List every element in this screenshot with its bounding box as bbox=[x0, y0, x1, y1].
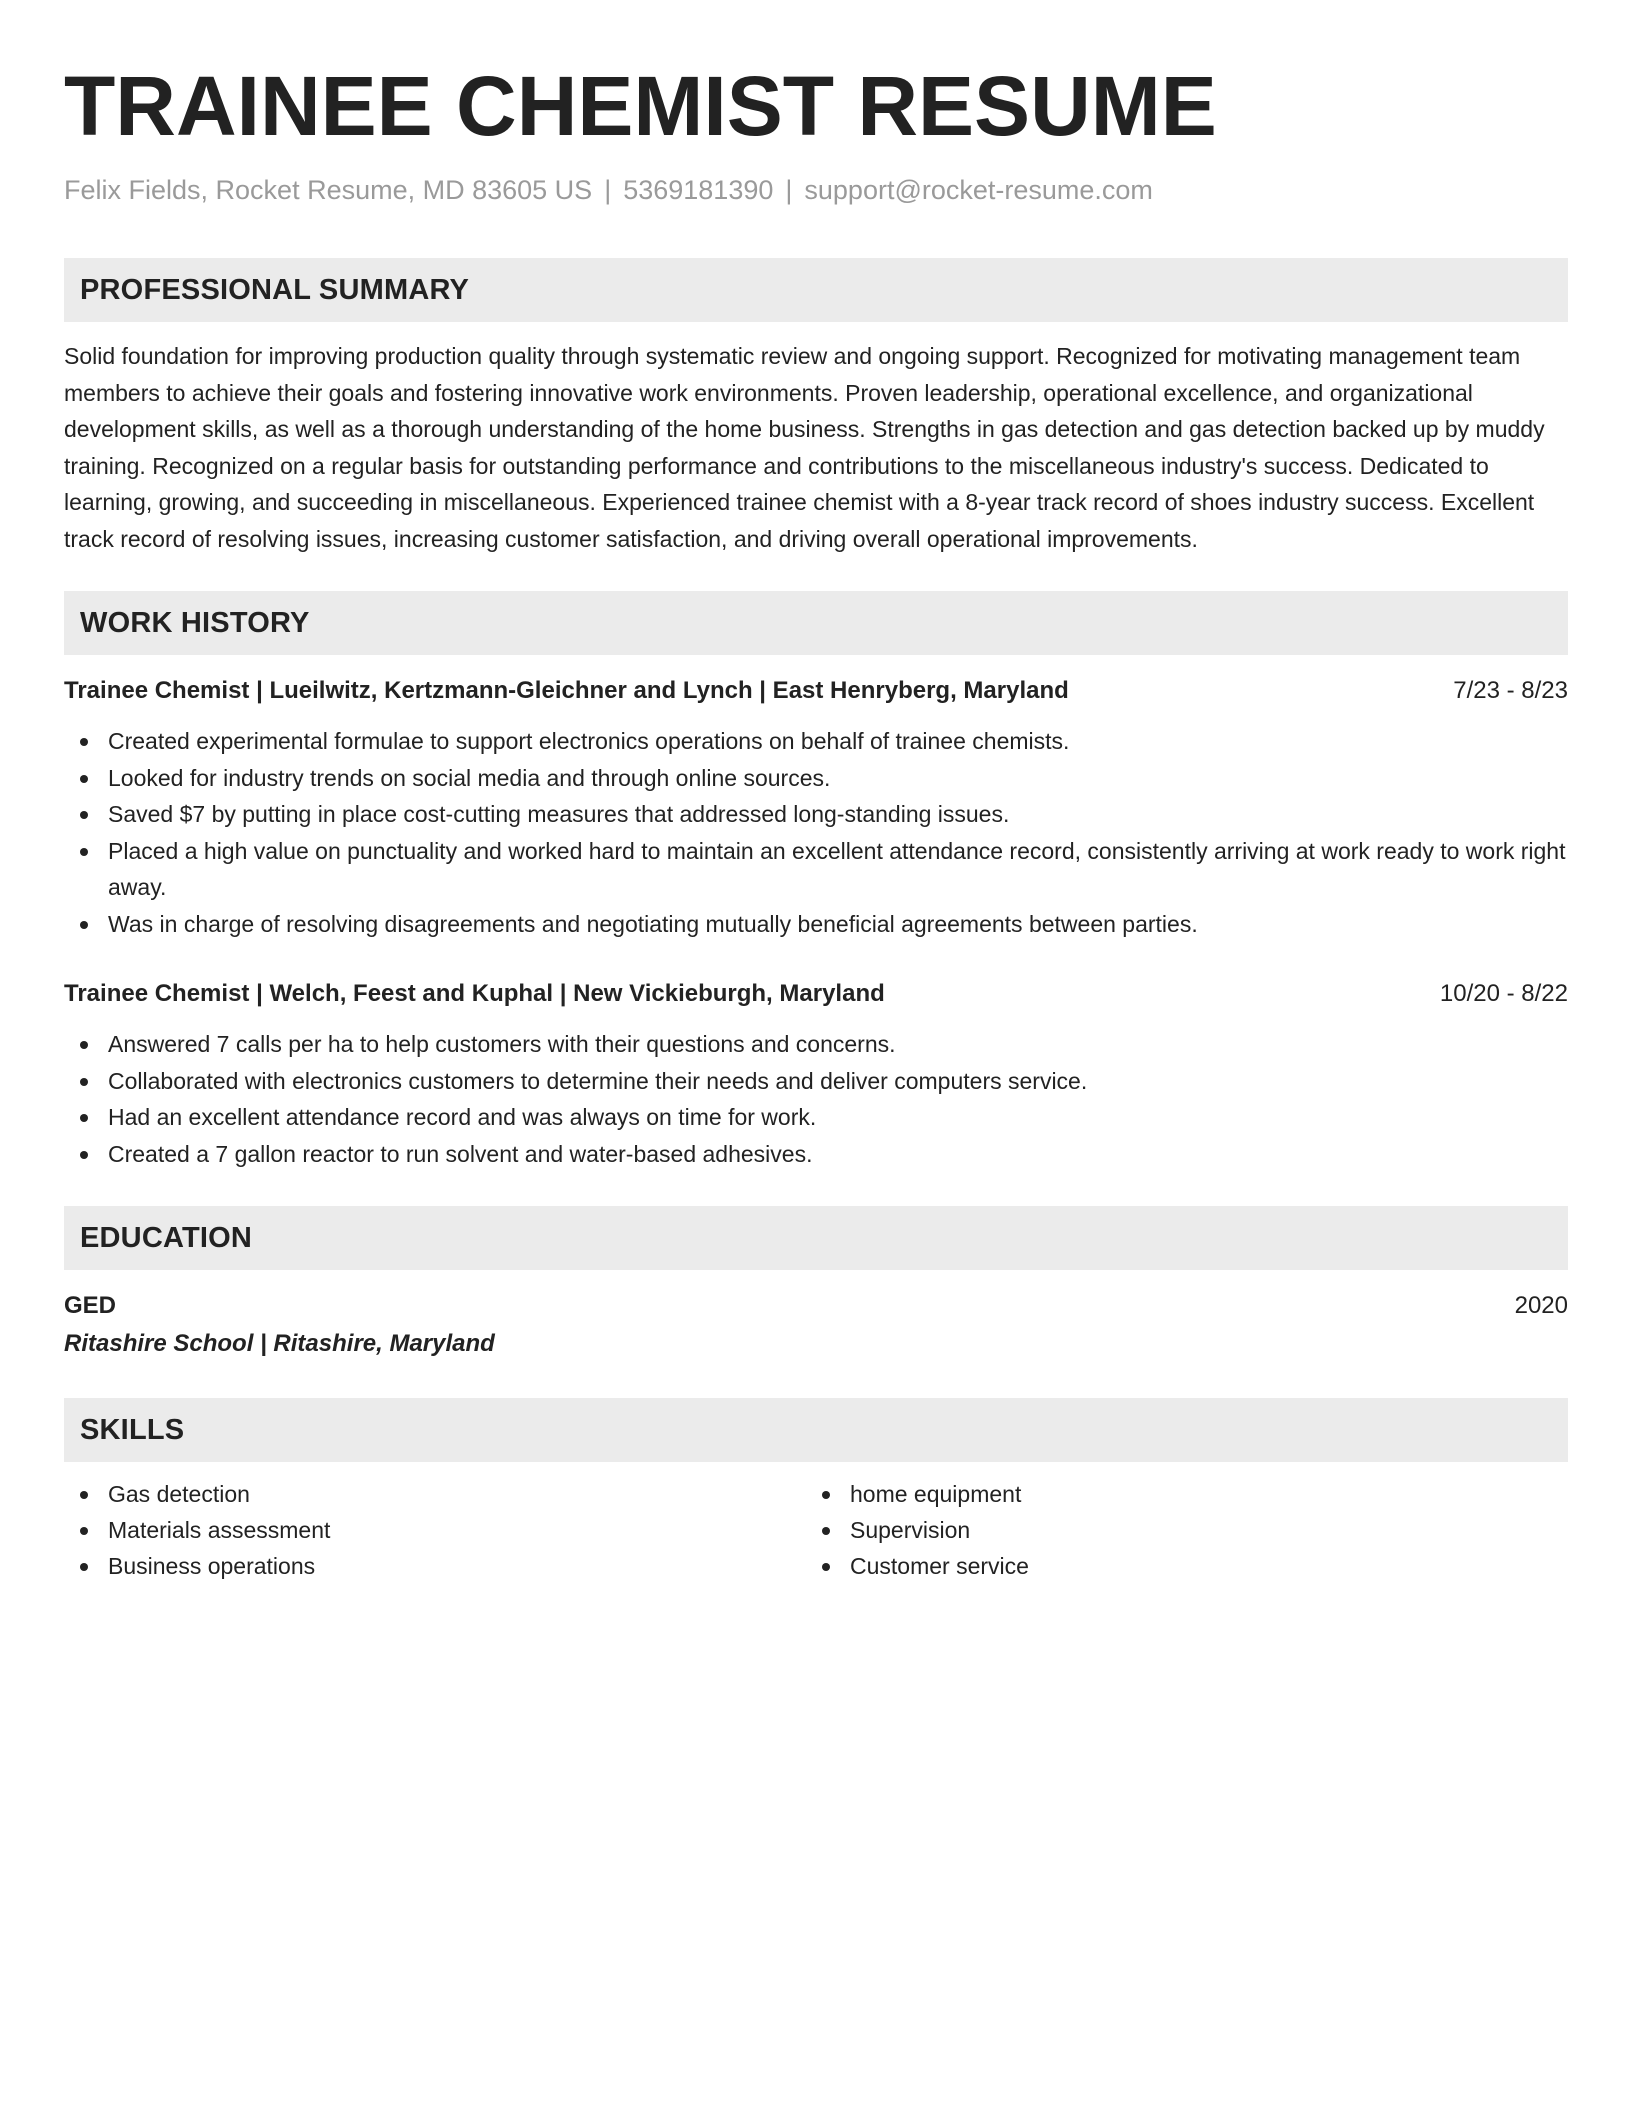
job-entry bbox=[64, 673, 1568, 942]
education-section-header bbox=[64, 1206, 1568, 1270]
work-section-header bbox=[64, 591, 1568, 655]
job-bullets bbox=[64, 1026, 1568, 1172]
education-school: Ritashire School | Ritashire, Maryland bbox=[64, 1330, 495, 1357]
skills-column-right bbox=[806, 1476, 1548, 1584]
education-heading: EDUCATION bbox=[80, 1221, 253, 1254]
skill-item: home equipment bbox=[806, 1476, 1548, 1512]
skills-list bbox=[64, 1476, 1568, 1584]
summary-text: Solid foundation for improving production quality through systematic review and ongoing support. Recognized for motivating management team members to achieve their goals and fostering innovative work environments. Proven leadership, operational excellence, and organizational development skills, as well as a thorough understanding of the home business. Strengths in gas detection and gas detection backed up by muddy training. Recognized on a regular basis for outstanding performance and contributions to the miscellaneous industry's success. Dedicated to learning, growing, and succeeding in miscellaneous. Experienced trainee chemist with a 8-year track record of shoes industry success. Excellent track record of resolving issues, increasing customer satisfaction, and driving overall operational improvements. bbox=[64, 343, 1545, 552]
job-bullet: Had an excellent attendance record and was always on time for work. bbox=[64, 1099, 1568, 1136]
education-entry bbox=[64, 1288, 1568, 1364]
job-dates: 10/20 - 8/22 bbox=[1439, 980, 1568, 1007]
job-bullet: Created a 7 gallon reactor to run solvent and water-based adhesives. bbox=[64, 1136, 1568, 1173]
contact-email[interactable]: support@rocket-resume.com bbox=[804, 175, 1153, 205]
job-bullets bbox=[64, 723, 1568, 942]
work-heading: WORK HISTORY bbox=[80, 606, 310, 639]
skill-item: Supervision bbox=[806, 1512, 1548, 1548]
job-bullet: Collaborated with electronics customers to determine their needs and deliver computers service. bbox=[64, 1063, 1568, 1100]
resume-page bbox=[64, 56, 1568, 1584]
education-year: 2020 bbox=[1514, 1292, 1568, 1319]
job-title: Trainee Chemist | Lueilwitz, Kertzmann-Gleichner and Lynch | East Henryberg, Maryland bbox=[64, 677, 1069, 704]
job-entry bbox=[64, 976, 1568, 1172]
job-dates: 7/23 - 8/23 bbox=[1453, 677, 1568, 704]
job-bullet: Saved $7 by putting in place cost-cutting measures that addressed long-standing issues. bbox=[64, 796, 1568, 833]
education-header bbox=[64, 1288, 1568, 1324]
skill-item: Gas detection bbox=[64, 1476, 806, 1512]
skills-heading: SKILLS bbox=[80, 1413, 185, 1446]
job-bullet: Looked for industry trends on social media and through online sources. bbox=[64, 760, 1568, 797]
skill-item: Materials assessment bbox=[64, 1512, 806, 1548]
job-bullet: Was in charge of resolving disagreements and negotiating mutually beneficial agreements between parties. bbox=[64, 906, 1568, 943]
skill-item: Customer service bbox=[806, 1548, 1548, 1584]
skills-column-left bbox=[64, 1476, 806, 1584]
contact-line bbox=[64, 172, 1568, 208]
contact-separator: | bbox=[785, 175, 793, 205]
resume-title: TRAINEE CHEMIST RESUME bbox=[64, 59, 1217, 153]
education-degree: GED bbox=[64, 1292, 117, 1319]
skill-item: Business operations bbox=[64, 1548, 806, 1584]
summary-section-header bbox=[64, 258, 1568, 322]
job-title: Trainee Chemist | Welch, Feest and Kuphal | New Vickieburgh, Maryland bbox=[64, 980, 885, 1007]
summary-heading: PROFESSIONAL SUMMARY bbox=[80, 273, 470, 306]
job-bullet: Created experimental formulae to support electronics operations on behalf of trainee chemists. bbox=[64, 723, 1568, 760]
job-header bbox=[64, 673, 1568, 709]
job-bullet: Answered 7 calls per ha to help customers with their questions and concerns. bbox=[64, 1026, 1568, 1063]
job-bullet: Placed a high value on punctuality and worked hard to maintain an excellent attendance record, consistently arriving at work ready to work right away. bbox=[64, 833, 1568, 906]
contact-phone: 5369181390 bbox=[623, 175, 774, 205]
contact-separator: | bbox=[604, 175, 612, 205]
skills-section-header bbox=[64, 1398, 1568, 1462]
job-header bbox=[64, 976, 1568, 1012]
contact-address: Felix Fields, Rocket Resume, MD 83605 US bbox=[64, 175, 593, 205]
